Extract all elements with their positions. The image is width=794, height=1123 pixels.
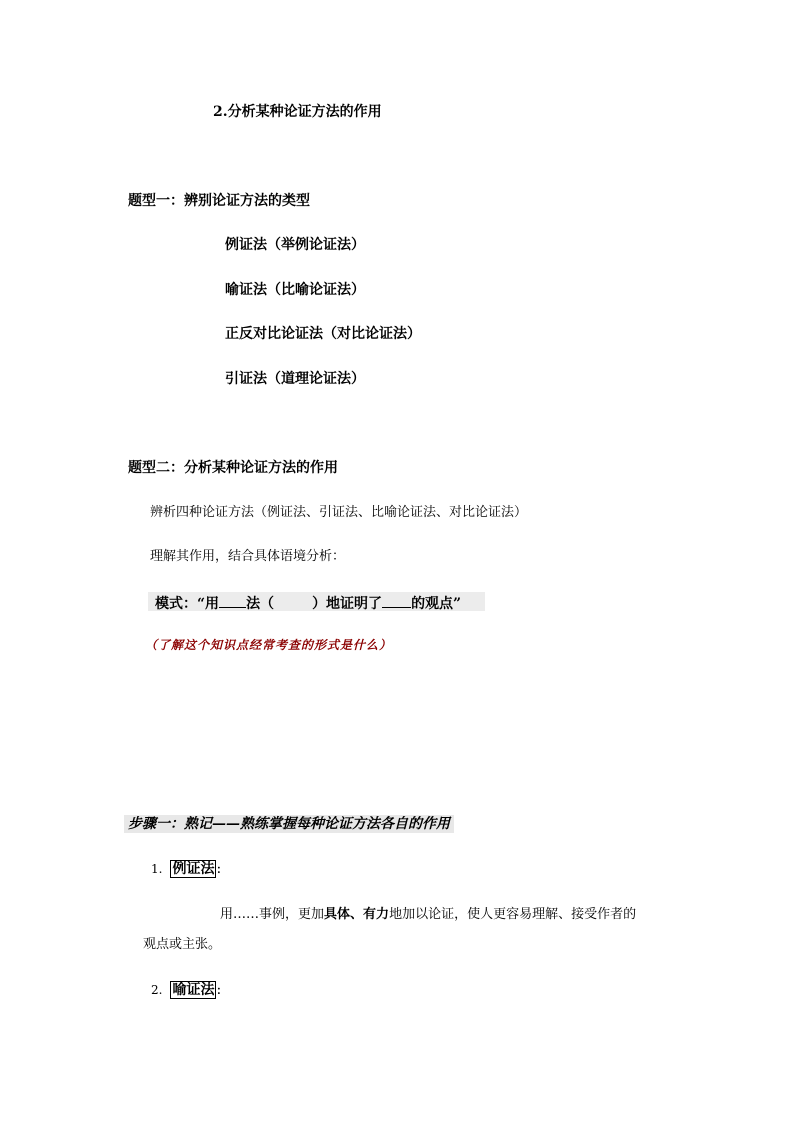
explanation-part-pre: 用……事例，更加 (220, 907, 325, 922)
pattern-blank-detail (274, 596, 312, 608)
explanation-emphasis-forceful: 有力 (363, 907, 390, 922)
section2-title: 题型二：分析某种论证方法的作用 (128, 460, 338, 476)
explanation-part-post: 地加以论证，使人更容易理解、接受作者的 (389, 907, 637, 922)
explanation-emphasis-concrete: 具体 (324, 907, 351, 922)
method-label-boxed: 喻证法 (172, 982, 215, 998)
list-number: 1. (151, 862, 163, 876)
label-colon: : (216, 982, 222, 998)
step1-title: 步骤一：熟记——熟练掌握每种论证方法各自的作用 (128, 816, 450, 832)
method-item-analogy: 喻证法（比喻论证法） (225, 282, 365, 298)
method-item-citation: 引证法（道理论证法） (225, 371, 365, 387)
example-method-explanation (220, 908, 636, 921)
pattern-part-2: 法（ (246, 596, 275, 612)
explanation-separator: 、 (350, 907, 364, 922)
method-item-contrast: 正反对比论证法（对比论证法） (225, 326, 421, 342)
list-number: 2. (151, 983, 163, 997)
example-method-explanation-continued: 观点或主张。 (143, 937, 222, 952)
section2-instruction: 理解其作用，结合具体语境分析： (150, 549, 346, 564)
answer-pattern (155, 595, 461, 611)
pattern-blank-viewpoint (382, 595, 411, 608)
label-colon: : (216, 861, 222, 877)
method-label-boxed: 例证法 (172, 861, 215, 877)
list-item-analogy-method (151, 983, 221, 997)
pattern-part-3: ）地证明了 (312, 596, 383, 612)
method-item-example: 例证法（举例论证法） (225, 237, 365, 253)
exam-note: （了解这个知识点经常考查的形式是什么） (145, 638, 393, 652)
pattern-blank-method (219, 595, 246, 608)
section2-description: 辨析四种论证方法（例证法、引证法、比喻论证法、对比论证法） (150, 505, 528, 520)
pattern-part-1: 模式：“用 (155, 596, 220, 612)
section1-title: 题型一：辨别论证方法的类型 (128, 193, 310, 209)
page-heading: 2.分析某种论证方法的作用 (213, 104, 382, 120)
list-item-example-method (151, 862, 221, 876)
pattern-part-4: 的观点” (411, 596, 462, 612)
